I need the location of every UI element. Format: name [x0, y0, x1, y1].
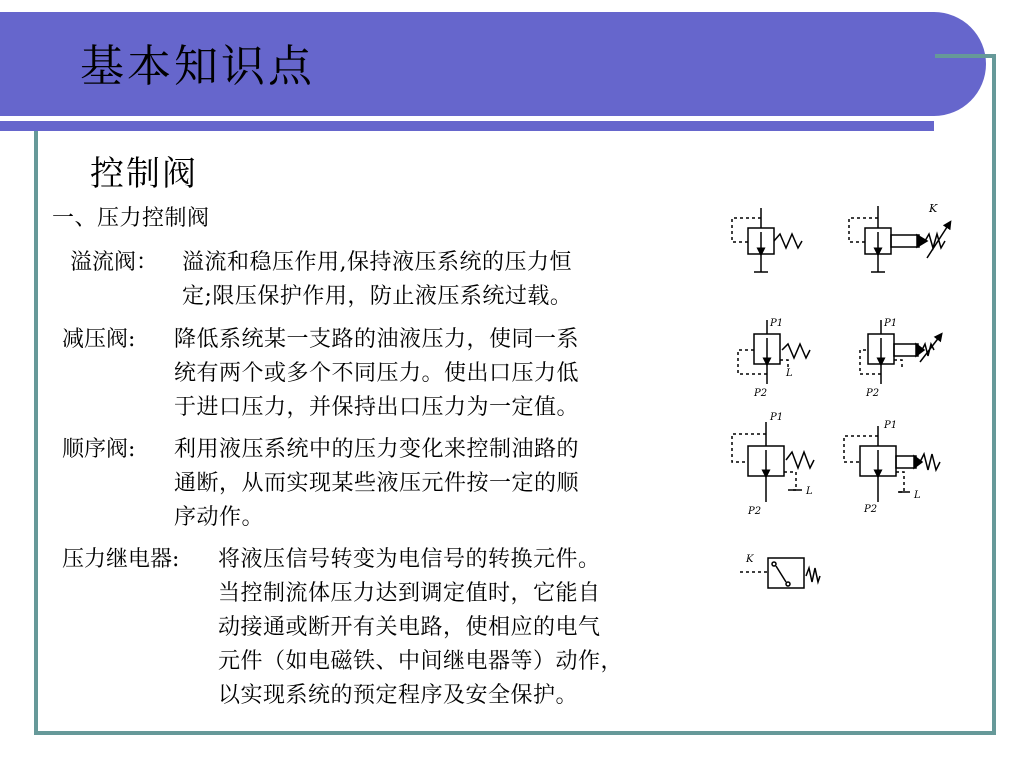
slide-title: 基本知识点: [80, 41, 315, 92]
frame-border-right: [992, 54, 996, 735]
reducing-valve-label: 减压阀:: [62, 327, 136, 352]
pressure-switch-line: 以实现系统的预定程序及安全保护。: [218, 683, 579, 708]
pressure-switch-line: 元件（如电磁铁、中间继电器等）动作，: [218, 649, 624, 674]
reducing-valve-line: 统有两个或多个不同压力。使出口压力低: [174, 361, 580, 386]
symbol-l-label: L: [914, 490, 921, 501]
relief-valve-line: 定;限压保护作用，防止液压系统过载。: [182, 284, 573, 309]
symbol-k-label: K: [929, 202, 938, 215]
symbol-p1-label: P1: [770, 318, 784, 329]
section-title: 控制阀: [90, 154, 198, 194]
sequence-valve-line: 通断，从而实现某些液压元件按一定的顺: [174, 471, 580, 496]
sequence-valve-label: 顺序阀:: [62, 437, 136, 462]
pressure-switch-line: 将液压信号转变为电信号的转换元件。: [218, 547, 601, 572]
reducing-valve-symbol: [730, 312, 820, 406]
relief-valve-label: 溢流阀：: [70, 250, 159, 275]
symbol-p1-label: P1: [884, 318, 898, 329]
proportional-reducing-valve-symbol: [850, 312, 950, 406]
symbol-p2-label: P2: [748, 506, 762, 517]
sequence-valve-line: 利用液压系统中的压力变化来控制油路的: [174, 437, 580, 462]
symbol-l-label: L: [806, 486, 813, 497]
pressure-switch-line: 当控制流体压力达到调定值时，它能自: [218, 581, 601, 606]
pressure-switch-symbol: [740, 550, 830, 604]
symbol-k-label: K: [746, 554, 754, 565]
symbol-p1-label: P1: [770, 412, 784, 423]
header-underline: [0, 121, 934, 131]
pressure-switch-line: 动接通或断开有关电路，使相应的电气: [218, 615, 601, 640]
content-heading: 一、压力控制阀: [52, 206, 210, 231]
relief-valve-line: 溢流和稳压作用,保持液压系统的压力恒: [182, 250, 572, 275]
reducing-valve-line: 降低系统某一支路的油液压力，使同一系: [174, 327, 580, 352]
pressure-switch-label: 压力继电器:: [62, 547, 180, 572]
sequence-valve-line: 序动作。: [174, 505, 265, 530]
proportional-relief-valve-symbol: [845, 200, 955, 290]
symbol-p2-label: P2: [864, 504, 878, 515]
symbol-l-label: L: [786, 368, 793, 379]
frame-border-top: [935, 54, 996, 58]
proportional-sequence-valve-symbol: [840, 418, 950, 522]
sequence-valve-symbol: [730, 410, 830, 524]
reducing-valve-line: 于进口压力，并保持出口压力为一定值。: [174, 395, 580, 420]
relief-valve-symbol: [728, 206, 808, 290]
symbol-p1-label: P1: [884, 420, 898, 431]
frame-border-left: [34, 131, 38, 735]
symbol-p2-label: P2: [866, 388, 880, 399]
symbol-p2-label: P2: [754, 388, 768, 399]
frame-border-bottom: [34, 731, 996, 735]
